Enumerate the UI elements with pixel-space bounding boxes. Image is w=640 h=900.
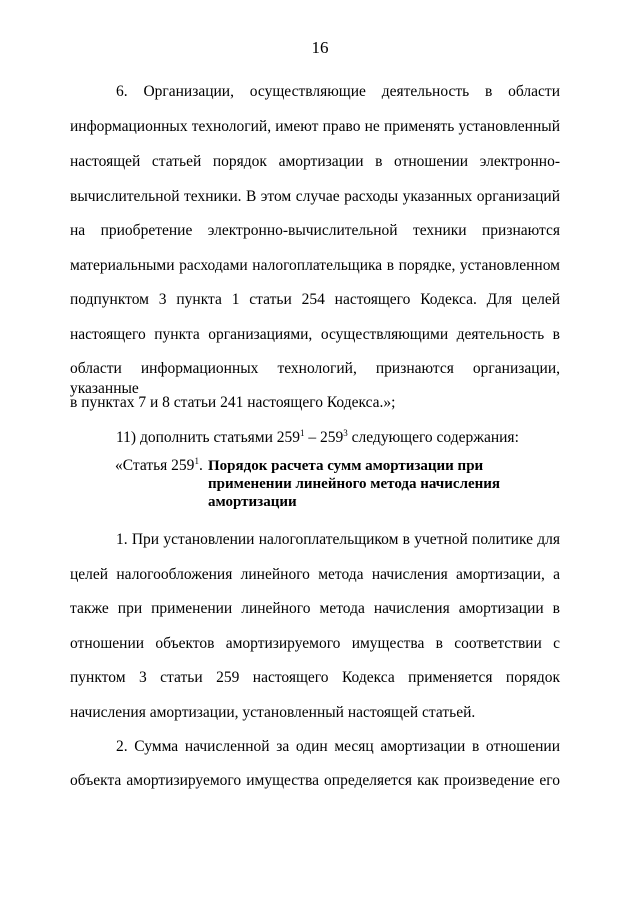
item-11-line xyxy=(116,428,560,448)
superscript: 3 xyxy=(343,427,348,438)
article-lead-dot: . xyxy=(198,457,203,474)
paragraph-line: 2. Сумма начисленной за один месяц амортизации в отношении xyxy=(116,738,560,755)
paragraph-line: объекта амортизируемого имущества определяется как произведение его xyxy=(70,772,560,789)
paragraph-line: 6. Организации, осуществляющие деятельность в области xyxy=(116,83,560,100)
paragraph-line: информационных технологий, имеют право не применять установленный xyxy=(70,118,560,135)
paragraph-line: отношении объектов амортизируемого имущества в соответствии с xyxy=(70,635,560,652)
item-11-suffix: следующего содержания: xyxy=(347,429,519,446)
paragraph-line: начисления амортизации, установленный настоящей статьей. xyxy=(70,704,476,721)
superscript: 1 xyxy=(194,455,199,466)
item-11-prefix: 11) дополнить статьями 259 xyxy=(116,429,301,446)
paragraph-line: подпунктом 3 пункта 1 статьи 254 настоящего Кодекса. Для целей xyxy=(70,291,560,308)
article-title-line: амортизации xyxy=(208,494,297,510)
page-number: 16 xyxy=(311,38,329,57)
article-lead-text: «Статья 259 xyxy=(115,457,195,474)
paragraph-line: 1. При установлении налогоплательщиком в учетной политике для xyxy=(116,531,560,548)
article-heading-lead xyxy=(115,457,203,475)
article-title-line: применении линейного метода начисления xyxy=(208,476,501,492)
paragraph-line: в пунктах 7 и 8 статьи 241 настоящего Кодекса.»; xyxy=(70,394,396,411)
article-title-line: Порядок расчета сумм амортизации при xyxy=(208,458,484,474)
paragraph-line: материальными расходами налогоплательщика в порядке, установленном xyxy=(70,257,560,274)
paragraph-line: также при применении линейного метода начисления амортизации в xyxy=(70,600,560,617)
paragraph-line: на приобретение электронно-вычислительной техники признаются xyxy=(70,222,560,239)
superscript: 1 xyxy=(300,427,305,438)
paragraph-line: настоящей статьей порядок амортизации в отношении электронно- xyxy=(70,153,560,170)
paragraph-line: вычислительной техники. В этом случае расходы указанных организаций xyxy=(70,188,560,205)
paragraph-line: целей налогообложения линейного метода начисления амортизации, а xyxy=(70,566,560,583)
paragraph-line: пунктом 3 статьи 259 настоящего Кодекса применяется порядок xyxy=(70,669,560,686)
article-title xyxy=(208,457,548,511)
paragraph-line: настоящего пункта организациями, осуществляющими деятельность в xyxy=(70,326,560,343)
paragraph-line: области информационных технологий, признаются организации, указанные xyxy=(70,360,560,397)
item-11-middle: – 259 xyxy=(304,429,344,446)
